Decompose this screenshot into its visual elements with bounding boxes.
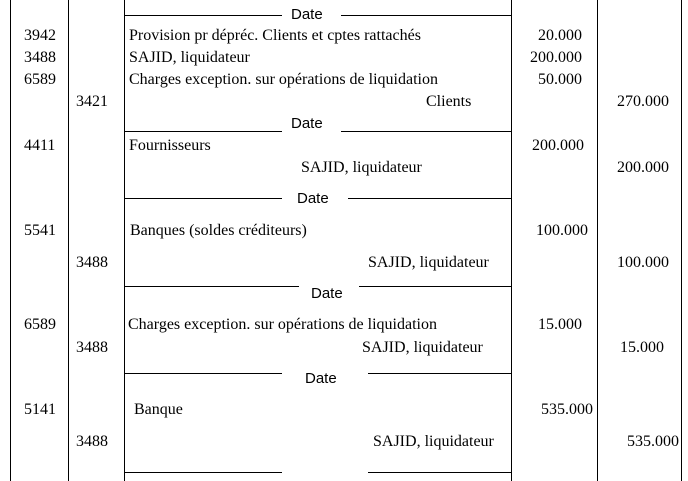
credit-account: 3488: [76, 339, 108, 356]
debit-account: 3942: [24, 27, 56, 44]
credit-amount: 15.000: [620, 339, 664, 356]
date-label: Date: [291, 6, 323, 23]
column-rule-credit-account: [124, 0, 125, 481]
credit-amount: 270.000: [617, 93, 669, 110]
column-rule-right: [681, 0, 682, 481]
entry-label: SAJID, liquidateur: [129, 49, 250, 66]
entry-label: Provision pr dépréc. Clients et cptes rattachés: [129, 27, 421, 44]
entry-label: Clients: [426, 93, 472, 110]
column-rule-label: [511, 0, 512, 481]
debit-amount: 200.000: [532, 137, 584, 154]
column-rule-left: [10, 0, 11, 481]
debit-account: 5141: [24, 401, 56, 418]
debit-amount: 20.000: [538, 27, 582, 44]
bottom-rule: [124, 472, 282, 473]
entry-label: Banque: [134, 401, 183, 418]
debit-amount: 100.000: [536, 222, 588, 239]
entry-label: Banques (soldes créditeurs): [130, 222, 307, 239]
debit-account: 6589: [24, 316, 56, 333]
debit-amount: 535.000: [541, 401, 593, 418]
credit-amount: 100.000: [617, 254, 669, 271]
entry-label: Charges exception. sur opérations de liquidation: [129, 71, 438, 88]
bottom-rule-right: [368, 472, 511, 473]
debit-account: 5541: [24, 222, 56, 239]
credit-account: 3488: [76, 254, 108, 271]
date-label: Date: [311, 285, 343, 302]
date-label: Date: [291, 115, 323, 132]
date-label: Date: [305, 370, 337, 387]
debit-amount: 200.000: [530, 49, 582, 66]
credit-account: 3421: [76, 93, 108, 110]
debit-amount: 50.000: [538, 71, 582, 88]
credit-amount: 535.000: [627, 433, 679, 450]
column-rule-debit: [597, 0, 598, 481]
entry-label: SAJID, liquidateur: [373, 433, 494, 450]
entry-label: SAJID, liquidateur: [368, 254, 489, 271]
column-rule-debit-account: [68, 0, 69, 481]
entry-label: SAJID, liquidateur: [301, 159, 422, 176]
debit-account: 4411: [24, 137, 56, 154]
debit-account: 3488: [24, 49, 56, 66]
debit-account: 6589: [24, 71, 56, 88]
credit-account: 3488: [76, 433, 108, 450]
entry-label: Fournisseurs: [129, 137, 211, 154]
entry-label: Charges exception. sur opérations de liquidation: [128, 316, 437, 333]
credit-amount: 200.000: [617, 159, 669, 176]
date-label: Date: [297, 190, 329, 207]
debit-amount: 15.000: [538, 316, 582, 333]
entry-label: SAJID, liquidateur: [362, 339, 483, 356]
